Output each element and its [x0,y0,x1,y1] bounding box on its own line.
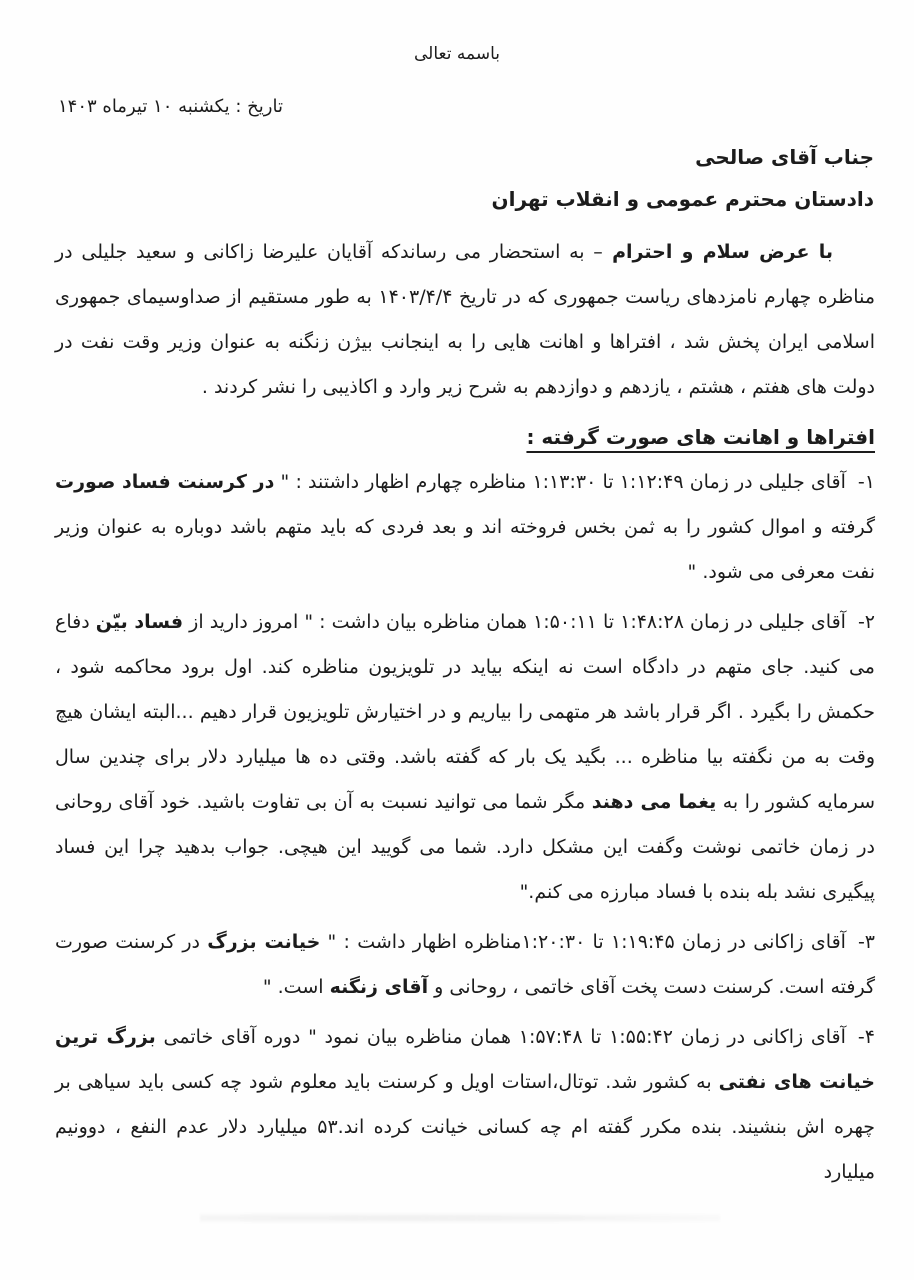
item-number: ۴- [857,1026,875,1048]
bismillah-text: باسمه تعالی [414,44,500,64]
text-segment: آقای جلیلی در زمان ۱:۱۲:۴۹ تا ۱:۱۳:۳۰ مناظره چهارم اظهار داشتند : " [274,471,846,493]
complaint-item [55,600,875,915]
recipient-block [492,136,874,220]
complaint-item [55,1015,875,1195]
text-segment: آقای زاکانی در زمان ۱:۱۹:۴۵ تا ۱:۲۰:۳۰مناظره اظهار داشت : " [320,931,846,953]
item-number: ۱- [857,471,875,493]
text-segment: در کرسنت فساد صورت [55,471,275,493]
text-segment: فساد بیّن [95,611,184,633]
text-segment: آقای زنگنه [329,976,429,998]
complaint-list [55,460,875,1195]
text-segment: در کرسنت صورت گرفته است. کرسنت دست پخت آقای خاتمی ، روحانی و [55,931,875,998]
text-segment: است. " [262,976,330,998]
text-segment: آقای جلیلی در زمان ۱:۴۸:۲۸ تا ۱:۵۰:۱۱ همان مناظره بیان داشت : " امروز دارید از [183,611,846,633]
recipient-name: جناب آقای صالحی [695,145,874,169]
text-segment: گرفته و اموال کشور را به ثمن بخس فروخته اند و بعد فردی که باید متهم باشد دوباره به عنوان وزیر نفت معرفی می شود. " [55,516,875,583]
text-segment: بزرگ ترین خیانت های نفتی [55,1026,875,1093]
section-heading [55,418,875,456]
complaint-item [55,920,875,1010]
item-number: ۳- [857,931,876,953]
text-segment: یغما می دهند [591,791,717,813]
text-segment: – به استحضار می رساندکه آقایان علیرضا زاکانی و سعید جلیلی در مناظره چهارم نامزدهای ریاست جمهوری که در تاریخ ۱۴۰۳/۴/۴ به طور مستقیم از صداوسیمای جمهوری اسلامی ایران پخش شد ، افتراها و اهانت هایی را به اینجانب بیژن زنگنه به عنوان وزیر وقت نفت در دولت های هفتم ، هشتم ، یازدهم و دوازدهم به شرح زیر وارد و اکاذیبی را نشر کردند . [55,241,875,398]
letter-body [55,230,875,1200]
item-number: ۲- [857,611,876,633]
text-segment: مگر شما می توانید نسبت به آن بی تفاوت باشید. خود آقای روحانی در زمان خاتمی نوشت وگفت این مشکل دارد. شما می گویید این هیچی. جواب بدهید چرا این فساد پیگیری نشد بله بنده با فساد مبارزه می کنم." [55,791,875,903]
section-heading-text: افتراها و اهانت های صورت گرفته : [526,425,875,449]
text-segment: به کشور شد. توتال،استات اویل و کرسنت باید معلوم شود چه کسی باید سیاهی بر چهره اش بنشیند. بنده مکرر گفته ام چه کسانی خیانت کرده اند.۵۳ میلیارد دلار عدم النفع ، دوونیم میلیارد [55,1071,875,1183]
text-segment: با عرض سلام و احترام [602,241,833,263]
complaint-item [55,460,875,595]
recipient-title: دادستان محترم عمومی و انقلاب تهران [491,187,874,211]
date-text: تاریخ : یکشنبه ۱۰ تیرماه ۱۴۰۳ [58,96,283,117]
text-segment: دفاع می کنید. جای متهم در دادگاه است نه اینکه بیاید در تلویزیون مناظره کند. اول برود محاکمه شود ، حکمش را بگیرد . اگر قرار باشد هر متهمی را بیاریم و در اختیارش تلویزیون قرار دهیم ...البته ایشان هیچ وقت به من نگفته بیا مناظره ... بگید یک بار که گفته باشد. وقتی ده ها میلیارد دلار برای چندین سال سرمایه کشور را به [55,611,875,813]
intro-paragraph [55,230,875,410]
scan-artifact [200,1211,720,1225]
text-segment: خیانت بزرگ [207,931,321,953]
text-segment: آقای زاکانی در زمان ۱:۵۵:۴۲ تا ۱:۵۷:۴۸ همان مناظره بیان نمود " دوره آقای خاتمی [155,1026,846,1048]
